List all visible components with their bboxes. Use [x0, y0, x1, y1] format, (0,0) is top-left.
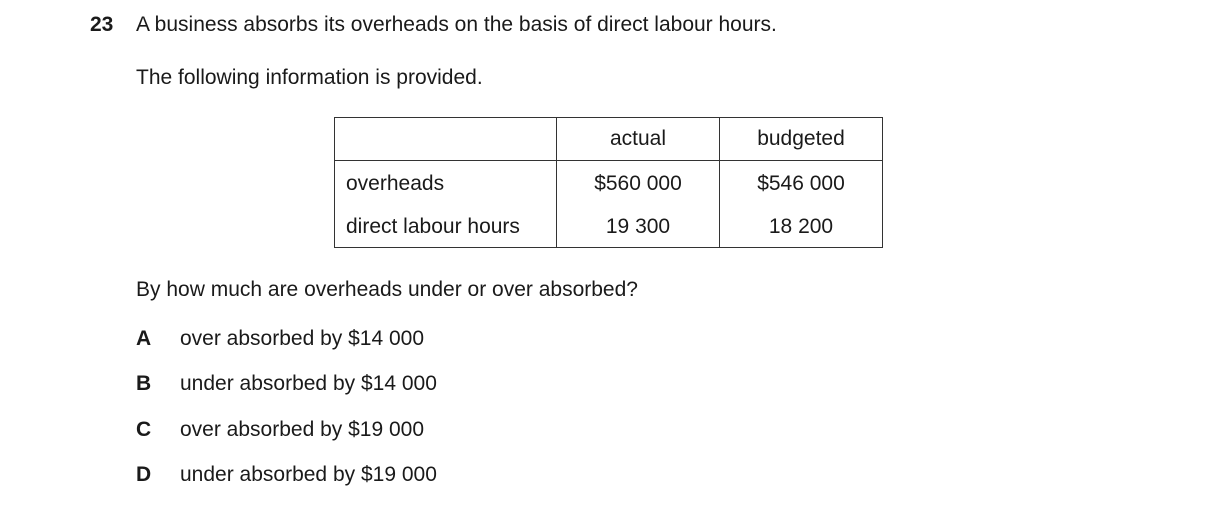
question-number: 23 — [90, 13, 114, 36]
information-table — [334, 117, 883, 248]
row-label: overheads — [335, 161, 557, 208]
actual-value: $560 000 — [557, 161, 720, 208]
question-stem: A business absorbs its overheads on the basis of direct labour hours. — [136, 13, 777, 36]
table-header-actual: actual — [557, 118, 720, 161]
option-letter: A — [136, 327, 152, 350]
actual-value: 19 300 — [557, 207, 720, 248]
option-text: over absorbed by $19 000 — [180, 418, 425, 441]
option-text: under absorbed by $14 000 — [180, 372, 437, 395]
budgeted-value: 18 200 — [720, 207, 883, 248]
option-text: over absorbed by $14 000 — [180, 327, 425, 350]
option-letter: C — [136, 418, 152, 441]
intro-text: The following information is provided. — [136, 66, 483, 89]
table-row — [335, 161, 883, 208]
table-header-budgeted: budgeted — [720, 118, 883, 161]
table-header-blank — [335, 118, 557, 161]
option-letter: D — [136, 463, 152, 486]
budgeted-value: $546 000 — [720, 161, 883, 208]
option-letter: B — [136, 372, 152, 395]
option-text: under absorbed by $19 000 — [180, 463, 437, 486]
question-prompt: By how much are overheads under or over absorbed? — [136, 278, 638, 301]
table-header-row — [335, 118, 883, 161]
table-row — [335, 207, 883, 248]
row-label: direct labour hours — [335, 207, 557, 248]
